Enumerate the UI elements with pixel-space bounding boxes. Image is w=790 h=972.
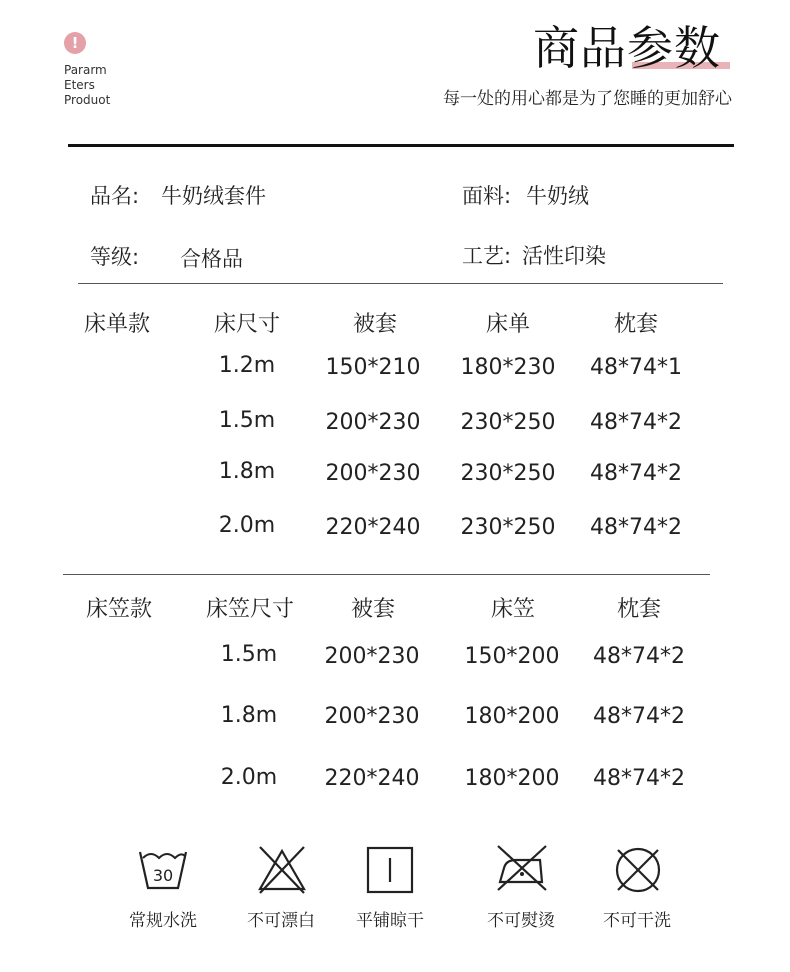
table1-cell: 200*230	[325, 461, 421, 486]
table1-header-style: 床单款	[83, 312, 150, 337]
table1-cell: 230*250	[460, 461, 556, 486]
table2-cell: 2.0m	[220, 765, 278, 790]
page-title: 商品参数	[533, 21, 721, 75]
table2-header-fitted-sheet: 床笠	[490, 597, 535, 622]
care-label-dry-flat: 平铺晾干	[356, 911, 424, 931]
grade-value: 合格品	[180, 247, 243, 271]
table2-cell: 48*74*2	[593, 766, 685, 791]
table1-cell: 230*250	[460, 410, 556, 435]
fabric-value: 牛奶绒	[526, 184, 589, 208]
table2-header-fitted-size: 床笠尺寸	[205, 597, 294, 622]
wash-30-icon	[137, 846, 189, 894]
care-label-no-dry-clean: 不可干洗	[603, 911, 671, 931]
table2-cell: 1.5m	[220, 642, 278, 667]
table2-cell: 220*240	[324, 766, 420, 791]
fabric-label: 面料:	[462, 184, 512, 208]
craft-label: 工艺:	[462, 244, 512, 268]
table2-header-style: 床笠款	[85, 597, 152, 622]
table1-cell: 230*250	[460, 515, 556, 540]
dry-flat-icon	[366, 846, 414, 894]
grade-label: 等级:	[90, 245, 140, 269]
table2-cell: 48*74*2	[593, 644, 685, 669]
table2-header-duvet: 被套	[350, 597, 395, 622]
table1-header-duvet: 被套	[352, 312, 397, 337]
brand-text-line-2: Eters	[64, 78, 95, 92]
table1-cell: 200*230	[325, 410, 421, 435]
table1-cell: 48*74*2	[590, 410, 682, 435]
table1-cell: 1.5m	[218, 408, 276, 433]
table2-cell: 200*230	[324, 704, 420, 729]
brand-text-line-3: Produot	[64, 93, 111, 107]
care-label-wash: 常规水洗	[129, 911, 197, 931]
product-name-label: 品名:	[90, 184, 140, 208]
table1-cell: 48*74*2	[590, 515, 682, 540]
table2-cell: 180*200	[464, 766, 560, 791]
table1-header-pillowcase: 枕套	[613, 312, 658, 337]
table1-cell: 150*210	[325, 355, 421, 380]
table2-cell: 150*200	[464, 644, 560, 669]
table2-header-pillowcase: 枕套	[616, 597, 661, 622]
table1-cell: 2.0m	[218, 513, 276, 538]
alert-badge-icon: !	[64, 32, 86, 54]
table1-cell: 1.2m	[218, 353, 276, 378]
care-label-no-bleach: 不可漂白	[247, 911, 315, 931]
table-divider	[63, 574, 710, 575]
page-subtitle: 每一处的用心都是为了您睡的更加舒心	[443, 89, 732, 109]
no-iron-icon	[494, 842, 550, 894]
table1-header-sheet: 床单	[485, 312, 530, 337]
no-dry-clean-icon	[612, 845, 664, 895]
header-divider	[68, 144, 734, 147]
craft-value: 活性印染	[522, 244, 606, 268]
table1-cell: 48*74*2	[590, 461, 682, 486]
table1-header-bed-size: 床尺寸	[213, 312, 280, 337]
info-divider	[78, 283, 723, 284]
table1-cell: 220*240	[325, 515, 421, 540]
table1-cell: 48*74*1	[590, 355, 682, 380]
table2-cell: 180*200	[464, 704, 560, 729]
brand-text-line-1: Pararm	[64, 63, 107, 77]
wash-temp: 30	[152, 866, 174, 885]
table2-cell: 1.8m	[220, 703, 278, 728]
no-bleach-icon	[256, 845, 308, 895]
product-name-value: 牛奶绒套件	[161, 184, 266, 208]
table2-cell: 48*74*2	[593, 704, 685, 729]
care-label-no-iron: 不可熨烫	[487, 911, 555, 931]
table1-cell: 1.8m	[218, 459, 276, 484]
table2-cell: 200*230	[324, 644, 420, 669]
table1-cell: 180*230	[460, 355, 556, 380]
